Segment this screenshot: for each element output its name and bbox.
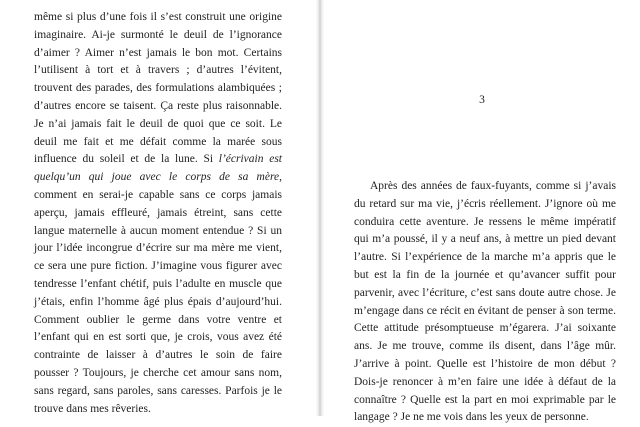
left-page[interactable] [0, 0, 316, 416]
right-page[interactable] [324, 0, 640, 424]
right-page-paragraph: Après des années de faux-fuyants, comme si j’avais du retard sur ma vie, j’écris réellement. J’ignore où me conduira cette aventure. Je ressens le même impératif qui m’a poussé, il y a neuf ans, à mettre un pied devant l’autre. Si l’expérience de la marche m’a appris que le but est la fin de la journée et qu’avancer suffit pour parvenir, avec l’écriture, c’est sans doute autre chose. Je m’engage dans ce récit en évitant de penser à son terme. Cette attitude présomptueuse m’égarera. J’ai soixante ans. Je me trouve, comme ils disent, dans l’âge mûr. J’arrive à point. Quelle est l’histoire de mon début ? Dois-je renoncer à m’en faire une idée à défaut de la connaître ? Quelle est la part en moi exprimable par le langage ? Je ne me vois dans les yeux de personne. [354, 180, 616, 424]
left-page-text [34, 9, 282, 418]
left-text-part-2: , comment en serai-je capable sans ce corps jamais aperçu, jamais effleuré, jamais étreint, sans cette langue maternelle à aucun moment entendue ? Si un jour l’idée incongrue d’écrire sur ma mère me vient, ce sera une pure fiction. J’imagine vous figurer avec tendresse l’enfant chétif, puis l’adulte en muscle que j’étais, enfin l’homme âgé plus épais d’aujourd’hui. Comment oublier le germe dans votre ventre et l’enfant qui en est sorti que, je crois, vous avez été contrainte de laisser à d’autres le soin de faire pousser ? Toujours, je cherche cet amour sans nom, sans regard, sans paroles, sans caresses. Parfois je le trouve dans mes rêveries. [34, 171, 282, 415]
book-gutter [316, 0, 324, 416]
page-number: 3 [479, 94, 485, 106]
left-text-part-1: même si plus d’une fois il s’est construit une origine imaginaire. Ai-je surmonté le deuil de l’ignorance d’aimer ? Aimer n’est jamais le bon mot. Certains l’utilisent à tort et à travers ; d’autres l’évitent, trouvent des parades, des formulations alambiquées ; d’autres encore se taisent. Ça reste plus raisonnable. Je n’ai jamais fait le deuil de quoi que ce soit. Le deuil me fait et me défait comme la marée sous influence du soleil et de la lune. Si [34, 11, 282, 166]
italic-quote: l’écrivain est quelqu’un qui joue avec le corps de sa mère [34, 153, 282, 184]
